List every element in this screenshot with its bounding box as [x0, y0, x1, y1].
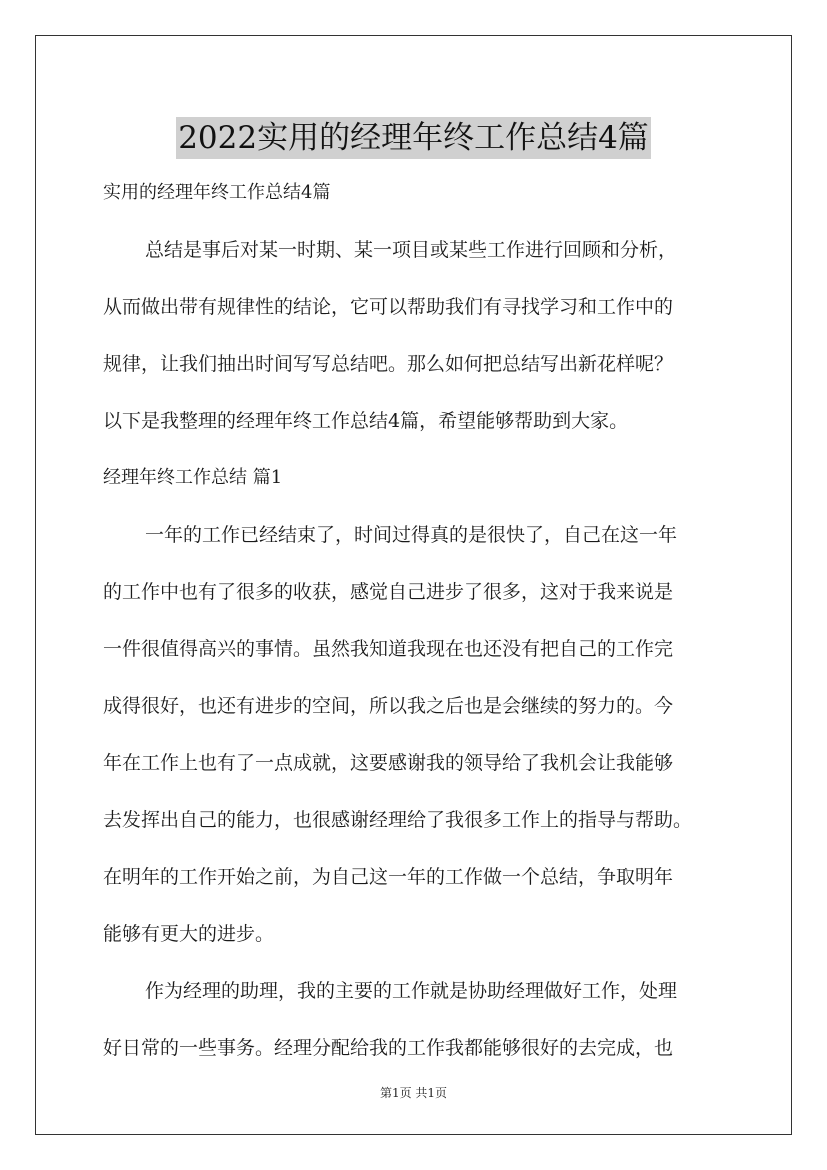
intro-line: 总结是事后对某一时期、某一项目或某些工作进行回顾和分析， — [145, 239, 678, 261]
intro-line: 规律，让我们抽出时间写写总结吧。那么如何把总结写出新花样呢？ — [103, 353, 674, 375]
paragraph-line: 好日常的一些事务。经理分配给我的工作我都能够很好的去完成，也 — [103, 1037, 674, 1059]
paragraph-line: 能够有更大的进步。 — [103, 923, 275, 945]
page-footer: 第1页 共1页 — [379, 1086, 448, 1100]
section-heading: 经理年终工作总结 篇1 — [103, 467, 283, 488]
document-body — [103, 174, 727, 1067]
paragraph-line: 年在工作上也有了一点成就，这要感谢我的领导给了我机会让我能够 — [103, 752, 674, 774]
paragraph-line: 在明年的工作开始之前，为自己这一年的工作做一个总结，争取明年 — [103, 866, 674, 888]
intro-line: 从而做出带有规律性的结论，它可以帮助我们有寻找学习和工作中的 — [103, 296, 674, 318]
paragraph-line: 的工作中也有了很多的收获，感觉自己进步了很多，这对于我来说是 — [103, 581, 674, 603]
intro-line: 以下是我整理的经理年终工作总结4篇，希望能够帮助到大家。 — [103, 410, 629, 432]
paragraph-line: 作为经理的助理，我的主要的工作就是协助经理做好工作，处理 — [145, 980, 678, 1002]
document-subtitle: 实用的经理年终工作总结4篇 — [103, 182, 331, 203]
document-title: 2022实用的经理年终工作总结4篇 — [176, 117, 651, 159]
paragraph-line: 一年的工作已经结束了，时间过得真的是很快了，自己在这一年 — [145, 524, 678, 546]
paragraph-line: 一件很值得高兴的事情。虽然我知道我现在也还没有把自己的工作完 — [103, 638, 674, 660]
title-container — [0, 96, 827, 180]
paragraph-line: 成得很好，也还有进步的空间，所以我之后也是会继续的努力的。今 — [103, 695, 674, 717]
paragraph-line: 去发挥出自己的能力，也很感谢经理给了我很多工作上的指导与帮助。 — [103, 809, 693, 831]
